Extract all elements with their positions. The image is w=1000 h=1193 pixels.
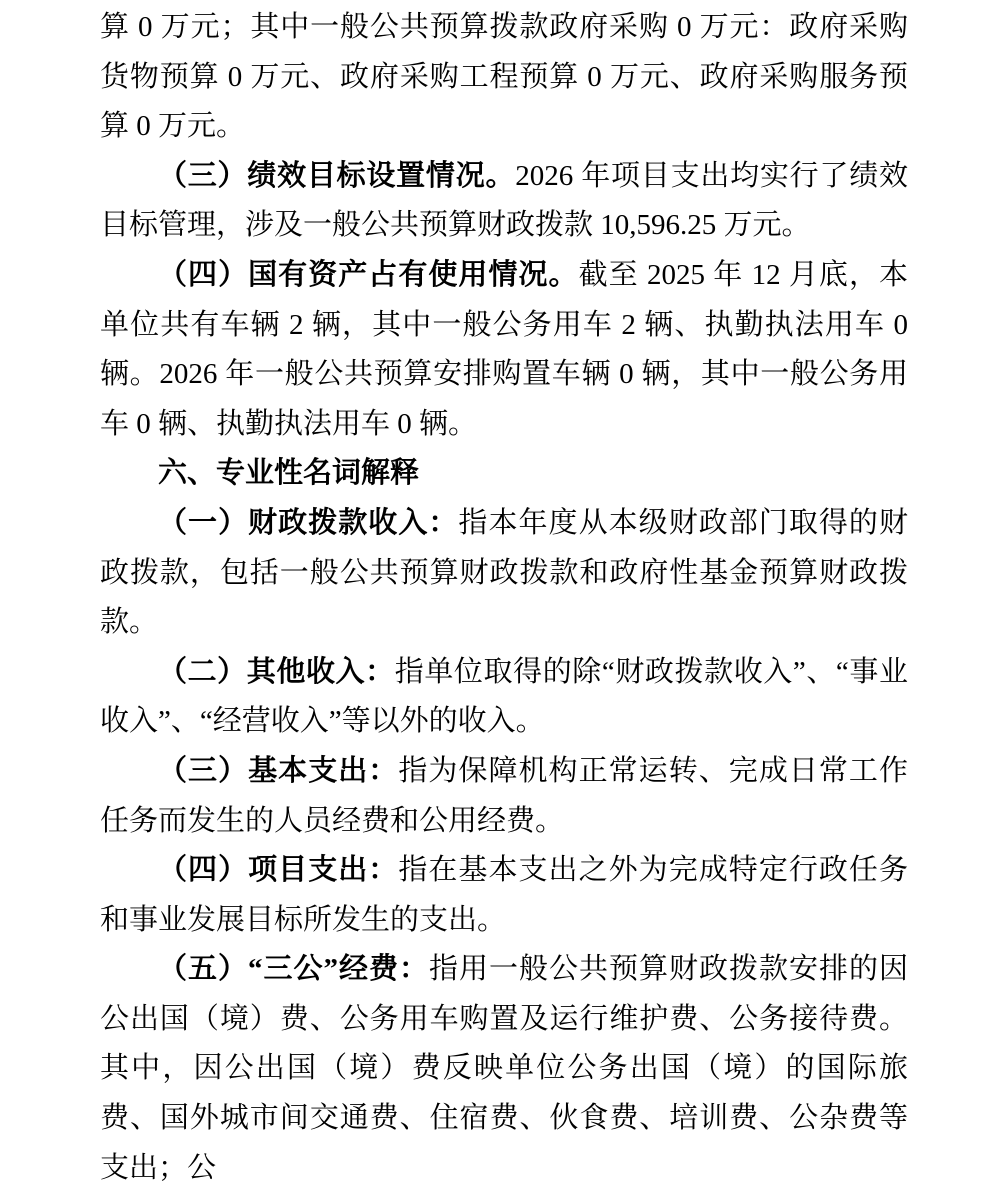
definition-lead: （五）“三公”经费： [158,953,429,986]
definition-project-expenditure [100,846,908,945]
definition-lead: （三）基本支出： [158,754,399,787]
definition-body: 指用一般公共预算财政拨款安排的因公出国（境）费、公务用车购置及运行维护费、公务接待费。其中，因公出国（境）费反映单位公务出国（境）的国际旅费、国外城市间交通费、住宿费、伙食费、培训费、公杂费等支出；公 [100,953,908,1184]
paragraph-body: 2026 年项目支出均实行了绩效目标管理，涉及一般公共预算财政拨款 10,596.25 万元。 [100,159,908,242]
paragraph-text: 算 0 万元；其中一般公共预算拨款政府采购 0 万元：政府采购货物预算 0 万元、政府采购工程预算 0 万元、政府采购服务预算 0 万元。 [100,11,908,143]
definition-body: 指在基本支出之外为完成特定行政任务和事业发展目标所发生的支出。 [100,854,908,936]
definition-three-public-funds [100,945,908,1193]
paragraph-state-assets [100,251,908,449]
definition-body: 指单位取得的除“财政拨款收入”、“事业收入”、“经营收入”等以外的收入。 [100,655,908,738]
section-heading-terminology: 六、专业性名词解释 [158,457,420,490]
paragraph-lead: （四）国有资产占有使用情况。 [158,258,579,291]
definition-other-income [100,648,908,747]
definition-lead: （四）项目支出： [158,854,399,887]
definition-body: 指为保障机构正常运转、完成日常工作任务而发生的人员经费和公用经费。 [100,754,908,837]
definition-basic-expenditure [100,747,908,846]
definition-body: 指本年度从本级财政部门取得的财政拨款，包括一般公共预算财政拨款和政府性基金预算财政拨款。 [100,506,908,639]
definition-lead: （二）其他收入： [158,655,395,688]
definition-lead: （一）财政拨款收入： [158,506,459,539]
paragraph-lead: （三）绩效目标设置情况。 [158,159,516,192]
paragraph-continuation [100,3,908,152]
paragraph-performance-targets [100,152,908,251]
paragraph-body: 截至 2025 年 12 月底，本单位共有车辆 2 辆，其中一般公务用车 2 辆、执勤执法用车 0 辆。2026 年一般公共预算安排购置车辆 0 辆，其中一般公务用车 0 辆、执勤执法用车 0 辆。 [100,258,908,440]
definition-fiscal-appropriation-income [100,499,908,648]
